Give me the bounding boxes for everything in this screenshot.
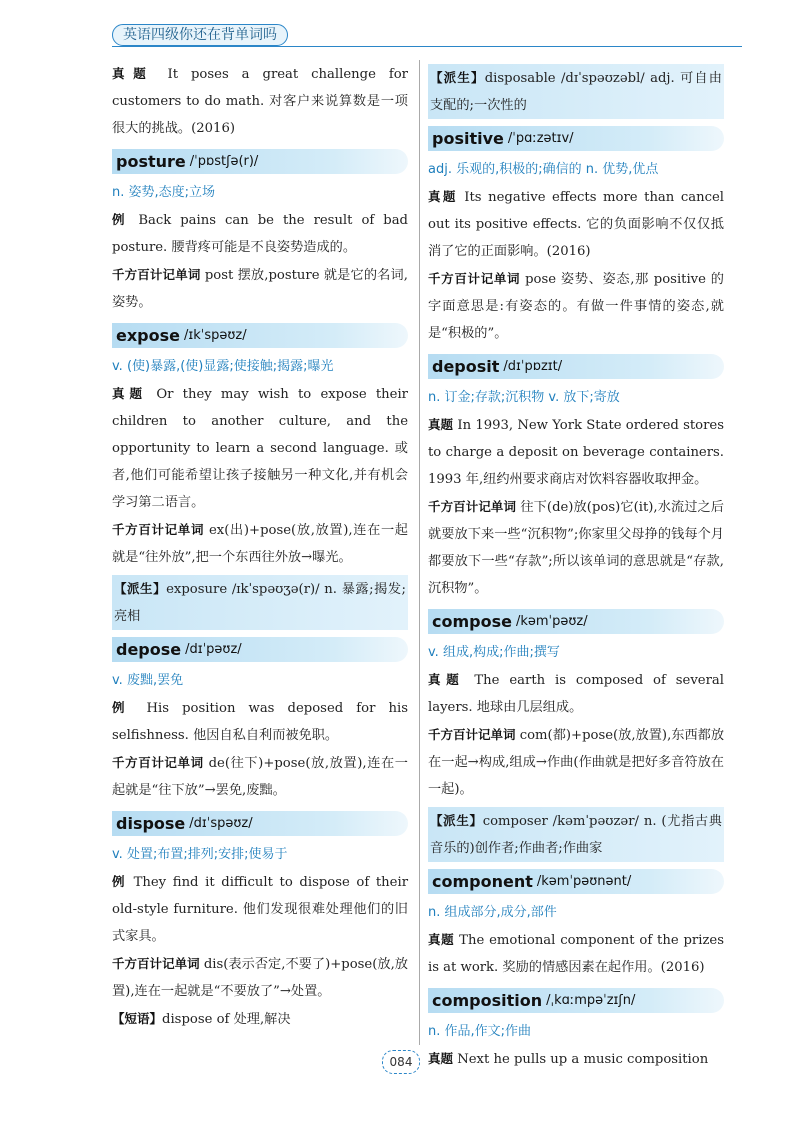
memory-tip: 千方百计记单词 往下(de)放(pos)它(it),水流过之后就要放下来一些“沉积物”;你家里父母挣的钱每个月都要放下一些“存款”;所以该单词的意思就是“存款,沉积物”。 bbox=[428, 499, 724, 596]
book-title-tag: 英语四级你还在背单词吗 bbox=[112, 24, 288, 46]
entry-header-positive: positive /ˈpɑːzətɪv/ bbox=[428, 126, 724, 151]
entry-header-deposit: deposit /dɪˈpɒzɪt/ bbox=[428, 354, 724, 379]
definition: v. 处置;布置;排列;安排;使易于 bbox=[112, 847, 288, 862]
definition: v. 废黜,罢免 bbox=[112, 673, 184, 688]
derivative: 【派生】disposable /dɪˈspəʊzəbl/ adj. 可自由支配的;一次性的 bbox=[428, 64, 724, 119]
entry-header-expose: expose /ɪkˈspəʊz/ bbox=[112, 323, 408, 348]
example: 真题 The earth is composed of several layers. 地球由几层组成。 bbox=[428, 672, 724, 715]
page-number: 084 bbox=[382, 1050, 420, 1074]
example: 真题 Or they may wish to expose their children to another culture, and the opportunity to learn a second language. 或者,他们可能希望让孩子接触另一种文化,并有机会学习第二语言。 bbox=[112, 386, 408, 510]
example: 真题 The emotional component of the prizes is at work. 奖励的情感因素在起作用。(2016) bbox=[428, 932, 724, 975]
definition: n. 订金;存款;沉积物 v. 放下;寄放 bbox=[428, 390, 620, 405]
example: 例 They find it difficult to dispose of their old-style furniture. 他们发现很难处理他们的旧式家具。 bbox=[112, 874, 408, 944]
entry-header-composition: composition /ˌkɑːmpəˈzɪʃn/ bbox=[428, 988, 724, 1013]
entry-header-dispose: dispose /dɪˈspəʊz/ bbox=[112, 811, 408, 836]
example: 真题 Its negative effects more than cancel out its positive effects. 它的负面影响不仅仅抵消了它的正面影响。(2016) bbox=[428, 189, 724, 259]
right-column bbox=[428, 60, 724, 1073]
column-divider bbox=[419, 60, 420, 1045]
left-column bbox=[112, 60, 408, 1033]
memory-tip: 千方百计记单词 com(都)+pose(放,放置),东西都放在一起→构成,组成→作曲(作曲就是把好多音符放在一起)。 bbox=[428, 727, 725, 797]
entry-header-posture: posture /ˈpɒstʃə(r)/ bbox=[112, 149, 408, 174]
entry-header-component: component /kəmˈpəʊnənt/ bbox=[428, 869, 724, 894]
definition: v. 组成,构成;作曲;撰写 bbox=[428, 645, 560, 660]
intro-example: 真题 It poses a great challenge for customers to do math. 对客户来说算数是一项很大的挑战。(2016) bbox=[112, 66, 408, 136]
definition: n. 姿势,态度;立场 bbox=[112, 185, 216, 200]
derivative: 【派生】exposure /ɪkˈspəʊʒə(r)/ n. 暴露;揭发;亮相 bbox=[112, 575, 408, 630]
definition: n. 作品,作文;作曲 bbox=[428, 1024, 532, 1039]
phrase: 【短语】dispose of 处理,解决 bbox=[112, 1011, 291, 1027]
definition: adj. 乐观的,积极的;确信的 n. 优势,优点 bbox=[428, 162, 659, 177]
definition: v. (使)暴露,(使)显露;使接触;揭露;曝光 bbox=[112, 359, 334, 374]
derivative: 【派生】composer /kəmˈpəʊzər/ n. (尤指古典音乐的)创作者;作曲者;作曲家 bbox=[428, 807, 724, 862]
example: 真题 Next he pulls up a music composition bbox=[428, 1051, 709, 1067]
memory-tip: 千方百计记单词 de(往下)+pose(放,放置),连在一起就是“往下放”→罢免,废黜。 bbox=[112, 755, 408, 798]
memory-tip: 千方百计记单词 ex(出)+pose(放,放置),连在一起就是“往外放”,把一个东西往外放→曝光。 bbox=[112, 522, 408, 565]
memory-tip: 千方百计记单词 dis(表示否定,不要了)+pose(放,放置),连在一起就是“不要放了”→处置。 bbox=[112, 956, 408, 999]
memory-tip: 千方百计记单词 post 摆放,posture 就是它的名词,姿势。 bbox=[112, 267, 408, 310]
definition: n. 组成部分,成分,部件 bbox=[428, 905, 557, 920]
entry-header-depose: depose /dɪˈpəʊz/ bbox=[112, 637, 408, 662]
example: 例 Back pains can be the result of bad posture. 腰背疼可能是不良姿势造成的。 bbox=[112, 212, 408, 255]
example: 例 His position was deposed for his selfishness. 他因自私自利而被免职。 bbox=[112, 700, 408, 743]
memory-tip: 千方百计记单词 pose 姿势、姿态,那 positive 的字面意思是:有姿态的。有做一件事情的姿态,就是“积极的”。 bbox=[428, 271, 724, 341]
example: 真题 In 1993, New York State ordered stores to charge a deposit on beverage containers. 1993 年,纽约州要求商店对饮料容器收取押金。 bbox=[428, 417, 724, 487]
entry-header-compose: compose /kəmˈpəʊz/ bbox=[428, 609, 724, 634]
header-rule bbox=[112, 46, 742, 47]
